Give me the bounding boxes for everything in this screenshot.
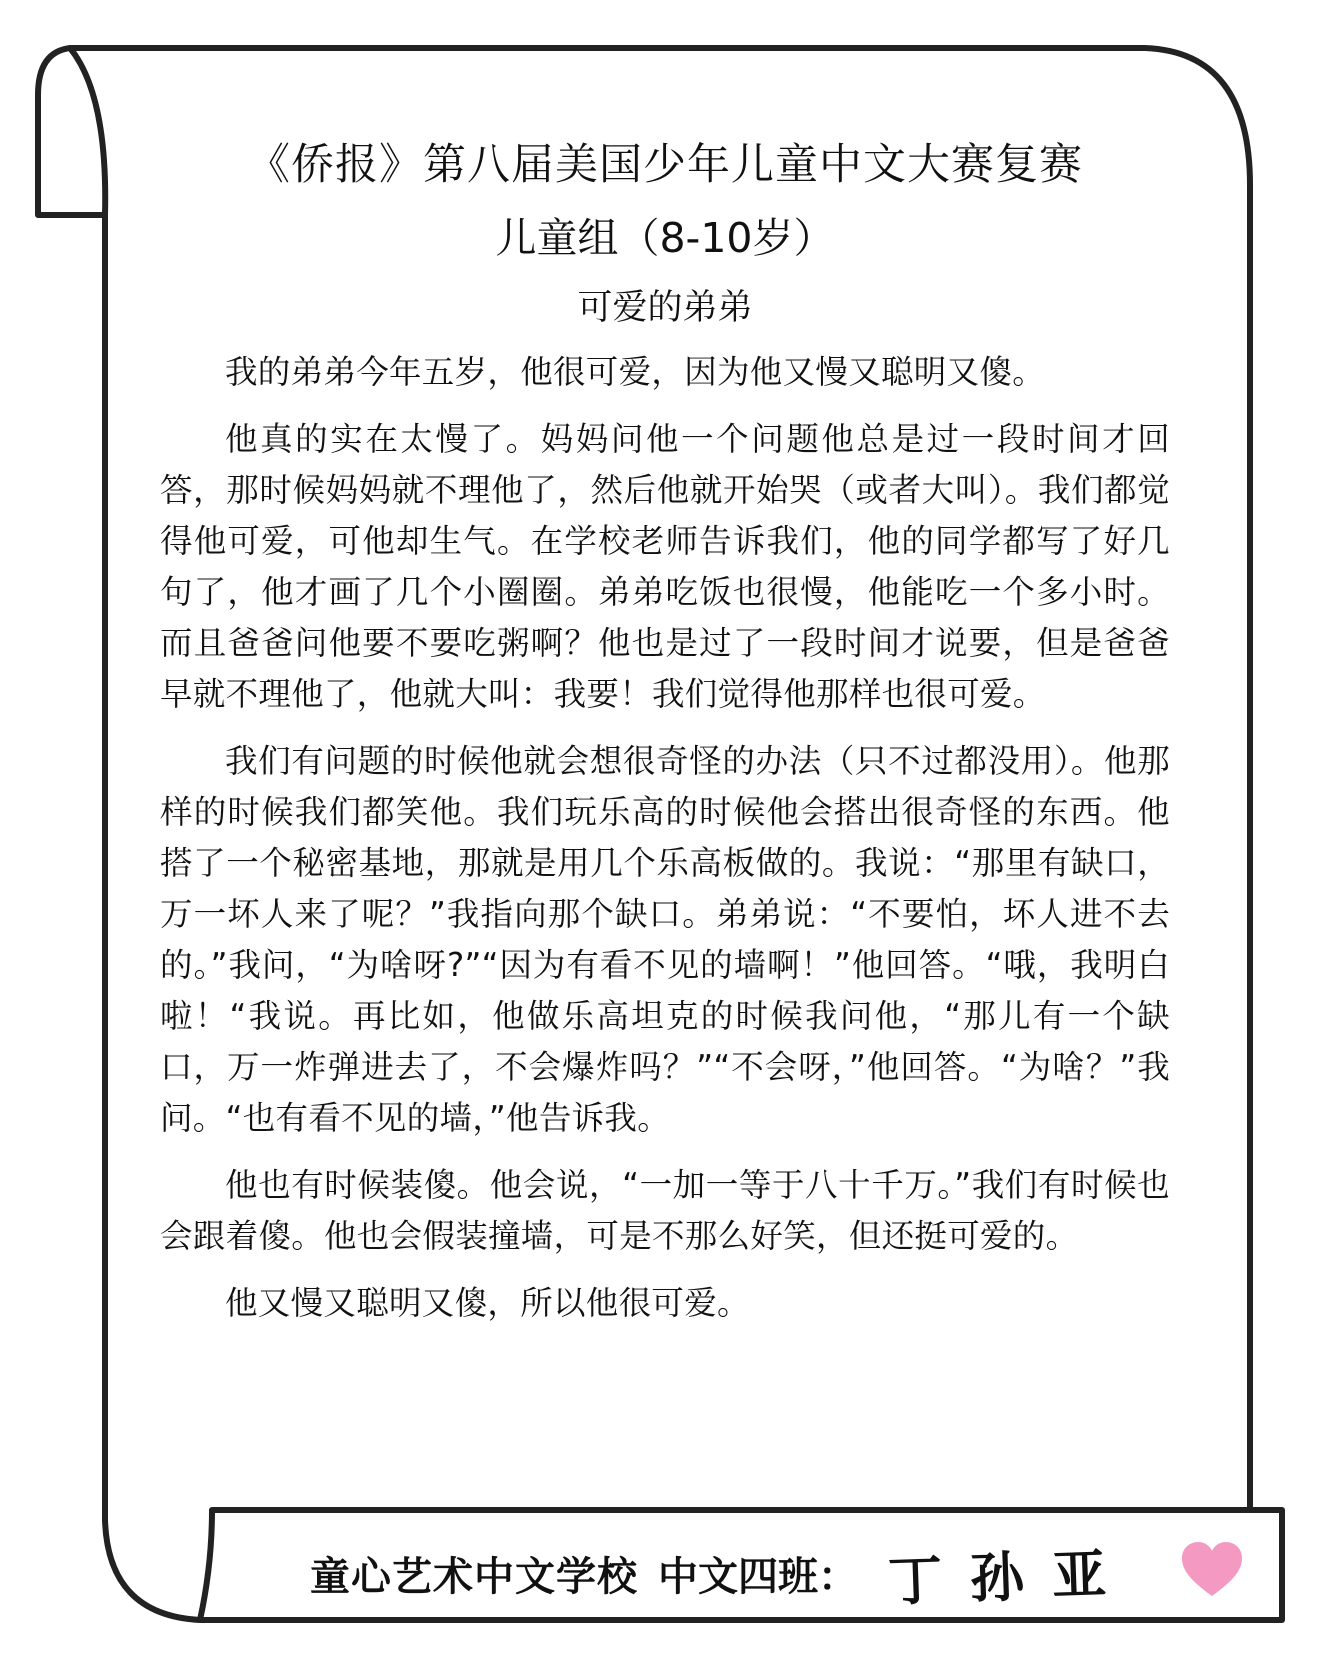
essay-paragraph-5: 他又慢又聪明又傻，所以他很可爱。 [225, 1283, 750, 1322]
heart-icon [1180, 1540, 1244, 1598]
document-body [160, 140, 1170, 1345]
class-name: 中文四班： [658, 1553, 858, 1600]
essay-paragraph-2: 他真的实在太慢了。妈妈问他一个问题他总是过一段时间才回答，那时候妈妈就不理他了，然后他就开始哭（或者大叫）。我们都觉得他可爱，可他却生气。在学校老师告诉我们，他的同学都写了好几句了，他才画了几个小圈圈。弟弟吃饭也很慢，他能吃一个多小时。而且爸爸问他要不要吃粥啊？他也是过了一段时间才说要，但是爸爸早就不理他了，他就大叫：我要！我们觉得他那样也很可爱。 [160, 419, 1170, 713]
student-name: 丁孙亚 [887, 1540, 1136, 1613]
essay-paragraph-4: 他也有时候装傻。他会说，“一加一等于八十千万。”我们有时候也会跟着傻。他也会假装撞墙，可是不那么好笑，但还挺可爱的。 [160, 1165, 1170, 1255]
contest-title: 《侨报》第八届美国少年儿童中文大赛复赛 [247, 140, 1083, 190]
essay-title: 可爱的弟弟 [577, 287, 753, 328]
school-name: 童心艺术中文学校 [310, 1553, 638, 1600]
essay-paragraph-3: 我们有问题的时候他就会想很奇怪的办法（只不过都没用）。他那样的时候我们都笑他。我们玩乐高的时候他会搭出很奇怪的东西。他搭了一个秘密基地，那就是用几个乐高板做的。我说：“那里有缺口，万一坏人来了呢？”我指向那个缺口。弟弟说：“不要怕，坏人进不去的。”我问，“为啥呀?”“因为有看不见的墙啊！”他回答。“哦，我明白啦！“我说。再比如，他做乐高坦克的时候我问他，“那儿有一个缺口，万一炸弹进去了，不会爆炸吗？”“不会呀，”他回答。“为啥？”我问。“也有看不见的墙，”他告诉我。 [160, 741, 1170, 1137]
age-group-subtitle: 儿童组（8-10岁） [495, 213, 835, 262]
author-footer [310, 1538, 1136, 1613]
essay-paragraph-1: 我的弟弟今年五岁，他很可爱，因为他又慢又聪明又傻。 [225, 352, 1046, 391]
